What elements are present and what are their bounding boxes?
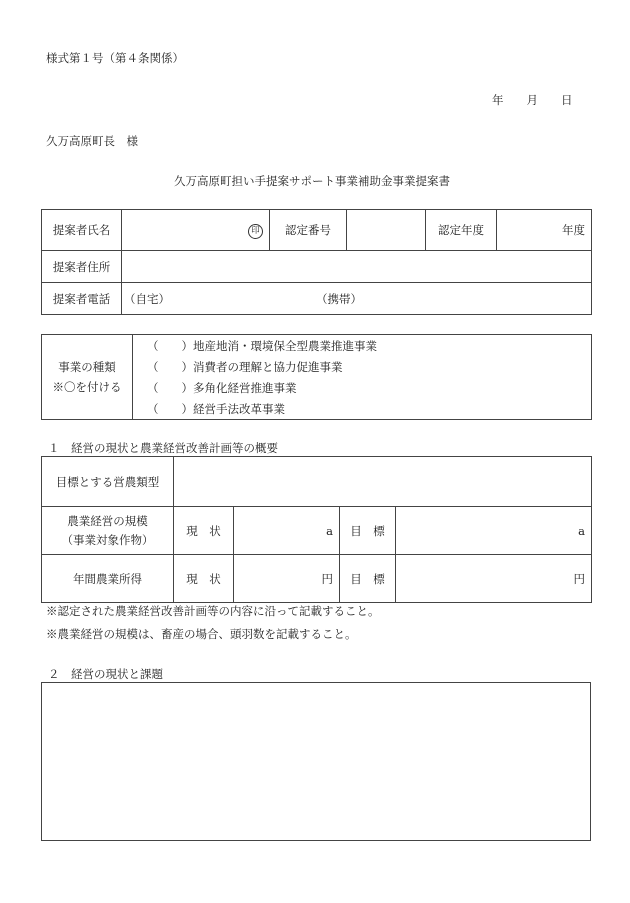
mobile-phone-label: （携帯） xyxy=(316,292,362,306)
cert-number-field[interactable] xyxy=(347,210,426,251)
cert-number-label: 認定番号 xyxy=(270,210,347,251)
income-current-label: 現 状 xyxy=(174,555,234,603)
project-option[interactable]: （ ）消費者の理解と協力促進事業 xyxy=(147,359,343,374)
section1-heading: １ 経営の現状と農業経営改善計画等の概要 xyxy=(48,441,278,455)
project-type-label xyxy=(42,335,133,420)
income-target-label: 目 標 xyxy=(340,555,396,603)
project-type-label-line2: ※〇を付ける xyxy=(52,380,122,394)
note-livestock: ※農業経営の規模は、畜産の場合、頭羽数を記載すること。 xyxy=(46,627,357,641)
project-type-options xyxy=(133,335,592,420)
addressee: 久万高原町長 様 xyxy=(46,134,138,148)
section2-heading: ２ 経営の現状と課題 xyxy=(48,667,163,681)
project-option[interactable]: （ ）経営手法改革事業 xyxy=(147,401,285,416)
unit-yen: 円 xyxy=(321,571,333,586)
seal-mark: 印 xyxy=(248,224,263,239)
unit-yen: 円 xyxy=(573,571,585,586)
project-type-table xyxy=(41,334,592,420)
income-target-field[interactable] xyxy=(396,555,592,603)
current-issues-box[interactable] xyxy=(41,682,591,841)
form-number: 様式第１号（第４条関係） xyxy=(46,51,184,65)
scale-current-label: 現 状 xyxy=(174,507,234,555)
scale-label-line1: 農業経営の規模 xyxy=(67,513,148,528)
phone-field[interactable] xyxy=(122,283,592,315)
project-option[interactable]: （ ）地産地消・環境保全型農業推進事業 xyxy=(147,338,377,353)
applicant-name-field[interactable] xyxy=(122,210,270,251)
scale-label xyxy=(42,507,174,555)
phone-label: 提案者電話 xyxy=(42,283,122,315)
scale-current-field[interactable] xyxy=(234,507,340,555)
unit-area: a xyxy=(578,523,585,538)
target-type-label: 目標とする営農類型 xyxy=(42,457,174,507)
project-type-label-line1: 事業の種類 xyxy=(58,360,116,374)
home-phone-label: （自宅） xyxy=(124,292,170,306)
target-type-field[interactable] xyxy=(174,457,592,507)
note-plan: ※認定された農業経営改善計画等の内容に沿って記載すること。 xyxy=(46,604,380,618)
scale-target-field[interactable] xyxy=(396,507,592,555)
unit-area: a xyxy=(326,523,333,538)
scale-target-label: 目 標 xyxy=(340,507,396,555)
address-field[interactable] xyxy=(122,251,592,283)
business-overview-table xyxy=(41,456,592,603)
scale-label-line2: （事業対象作物） xyxy=(61,532,154,547)
date-line: 年 月 日 xyxy=(492,93,573,107)
applicant-table xyxy=(41,209,592,315)
income-label: 年間農業所得 xyxy=(42,555,174,603)
applicant-name-label: 提案者氏名 xyxy=(42,210,122,251)
cert-year-label: 認定年度 xyxy=(426,210,497,251)
cert-year-field[interactable] xyxy=(497,210,592,251)
address-label: 提案者住所 xyxy=(42,251,122,283)
project-option[interactable]: （ ）多角化経営推進事業 xyxy=(147,380,297,395)
document-title: 久万高原町担い手提案サポート事業補助金事業提案書 xyxy=(174,174,450,188)
year-suffix: 年度 xyxy=(562,223,585,237)
income-current-field[interactable] xyxy=(234,555,340,603)
